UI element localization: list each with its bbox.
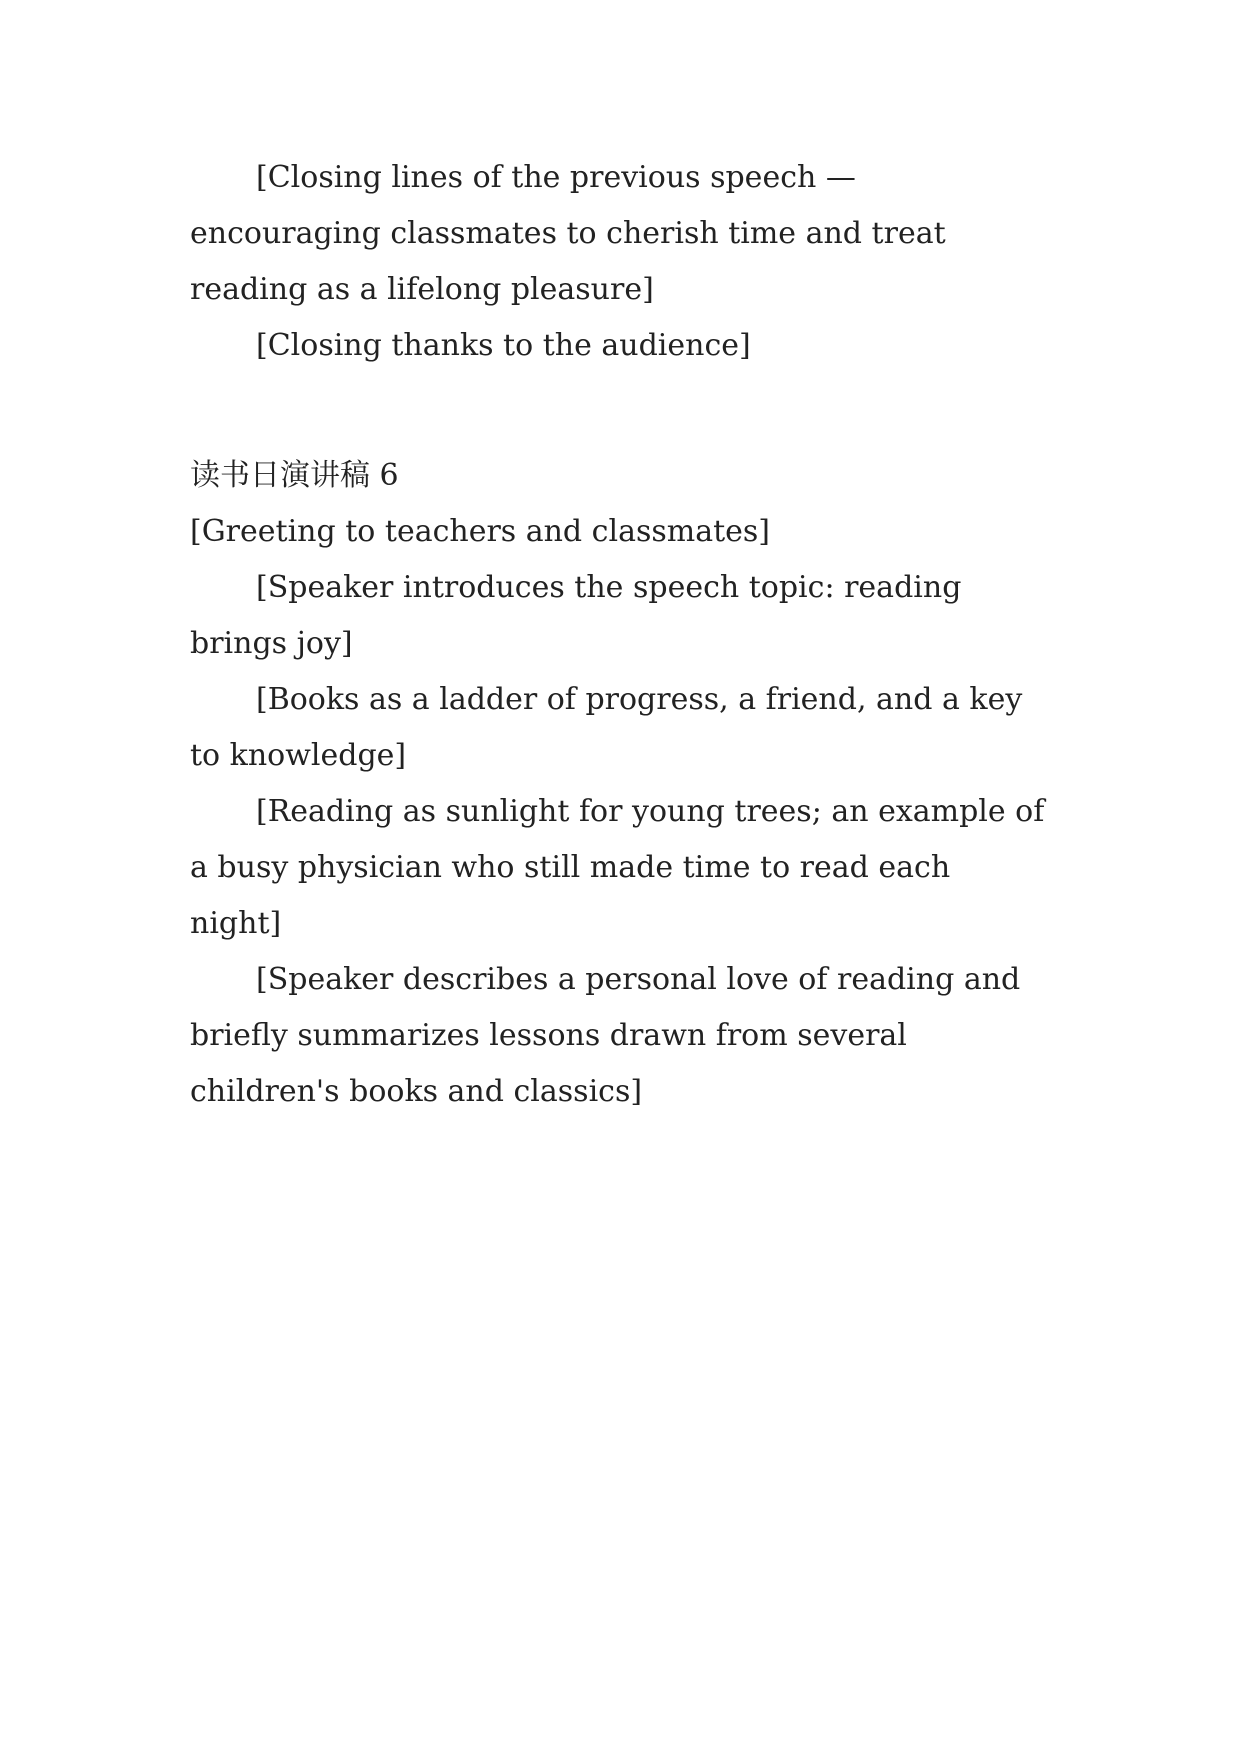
closing-paragraph-2: [Closing thanks to the audience] bbox=[256, 328, 751, 363]
paragraph-books-ladder: [Books as a ladder of progress, a friend, and a key to knowledge] bbox=[190, 682, 1023, 773]
paragraph-personal-reading: [Speaker describes a personal love of reading and briefly summarizes lessons drawn from several children's books and classics] bbox=[190, 962, 1021, 1109]
closing-paragraph-1: [Closing lines of the previous speech — encouraging classmates to cherish time and treat reading as a lifelong pleasure] bbox=[190, 160, 946, 307]
salutation: [Greeting to teachers and classmates] bbox=[190, 514, 770, 549]
paragraph-reading-benefits: [Reading as sunlight for young trees; an example of a busy physician who still made time to read each night] bbox=[190, 794, 1045, 941]
document-body bbox=[190, 150, 1050, 1120]
paragraph-topic: [Speaker introduces the speech topic: reading brings joy] bbox=[190, 570, 962, 661]
section-gap bbox=[190, 374, 1050, 448]
section-title: 读书日演讲稿 6 bbox=[190, 458, 399, 493]
